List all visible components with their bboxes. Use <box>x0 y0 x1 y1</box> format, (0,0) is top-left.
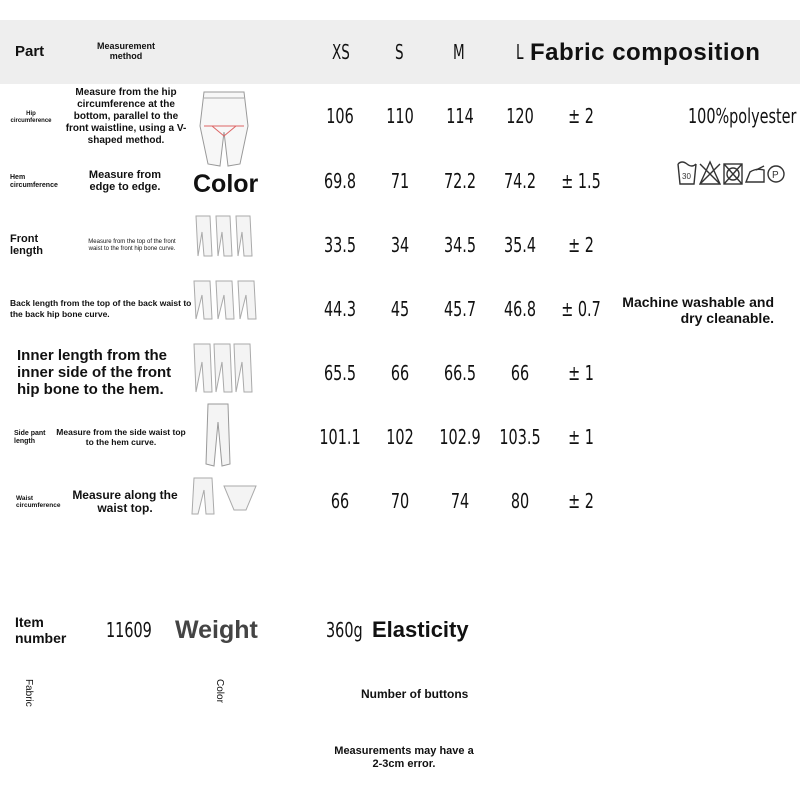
weight-value: 360g <box>326 618 363 642</box>
part-back-length: Back length from the top of the back waist to the back hip bone curve. <box>10 298 192 319</box>
header-part: Part <box>15 43 45 60</box>
value-waist-xs: 66 <box>330 489 350 513</box>
elasticity-label: Elasticity <box>372 617 469 642</box>
value-front-m: 34.5 <box>443 233 477 257</box>
value-waist-m: 74 <box>450 489 470 513</box>
color-footer-label: Color <box>214 679 225 703</box>
value-back-s: 45 <box>390 297 410 321</box>
header-method: Measurement method <box>96 41 156 61</box>
value-inner-xs: 65.5 <box>323 361 357 385</box>
tolerance-waist: ± 2 <box>568 489 594 513</box>
value-hem-m: 72.2 <box>443 169 477 193</box>
value-hem-xs: 69.8 <box>323 169 357 193</box>
tolerance-inner: ± 1 <box>568 361 594 385</box>
value-back-m: 45.7 <box>443 297 477 321</box>
header-size-m: M <box>453 40 465 64</box>
dry-clean-p-icon <box>768 166 784 182</box>
waist-diagram-image <box>190 474 258 518</box>
svg-text:P: P <box>772 170 779 181</box>
tolerance-hip: ± 2 <box>568 104 594 128</box>
value-front-s: 34 <box>390 233 410 257</box>
part-hem-circumference: Hem circumference <box>10 174 58 189</box>
measurement-note: Measurements may have a 2-3cm error. <box>334 745 474 770</box>
part-hip-circumference: Hip circumference <box>10 111 52 124</box>
iron-icon <box>746 166 764 182</box>
no-bleach-icon <box>700 162 720 184</box>
tolerance-side: ± 1 <box>568 425 594 449</box>
method-front-length: Measure from the top of the front waist to the front hip bone curve. <box>88 239 176 252</box>
svg-text:30: 30 <box>682 172 691 181</box>
value-side-l: 103.5 <box>499 425 541 449</box>
back-length-diagram-image <box>190 277 258 325</box>
hip-diagram-image <box>192 86 256 172</box>
method-side-pant-length: Measure from the side waist top to the hem curve. <box>56 427 186 447</box>
value-back-l: 46.8 <box>503 297 537 321</box>
value-inner-l: 66 <box>510 361 530 385</box>
color-label: Color <box>193 170 259 198</box>
value-hip-m: 114 <box>446 104 474 128</box>
weight-label: Weight <box>175 616 258 644</box>
front-length-diagram-image <box>192 212 256 262</box>
value-inner-s: 66 <box>390 361 410 385</box>
header-size-l: L <box>516 40 524 64</box>
inner-length-diagram-image <box>192 340 256 398</box>
part-side-pant-length: Side pant length <box>14 430 46 445</box>
fabric-composition-value: 100%polyester <box>688 104 797 128</box>
value-hip-s: 110 <box>386 104 414 128</box>
header-size-xs: XS <box>332 40 350 64</box>
part-inner-length: Inner length from the inner side of the front hip bone to the hem. <box>17 347 172 398</box>
value-hem-l: 74.2 <box>503 169 537 193</box>
tolerance-back: ± 0.7 <box>561 297 601 321</box>
fabric-label: Fabric <box>23 679 34 707</box>
value-hip-xs: 106 <box>326 104 354 128</box>
care-note: Machine washable and dry cleanable. <box>622 294 774 326</box>
side-pant-diagram-image <box>198 402 244 470</box>
no-tumble-dry-icon <box>724 164 742 184</box>
header-size-s: S <box>395 40 404 64</box>
care-symbols <box>676 158 786 190</box>
value-side-s: 102 <box>386 425 414 449</box>
value-side-m: 102.9 <box>439 425 481 449</box>
value-hem-s: 71 <box>390 169 410 193</box>
value-inner-m: 66.5 <box>443 361 477 385</box>
value-waist-s: 70 <box>390 489 410 513</box>
value-front-l: 35.4 <box>503 233 537 257</box>
value-side-xs: 101.1 <box>319 425 361 449</box>
method-waist-circumference: Measure along the waist top. <box>72 488 178 515</box>
buttons-label: Number of buttons <box>361 687 469 701</box>
header-fabric-composition: Fabric composition <box>530 39 761 66</box>
part-front-length: Front length <box>10 233 43 257</box>
item-number-label: Item number <box>15 614 67 646</box>
value-hip-l: 120 <box>506 104 534 128</box>
tolerance-front: ± 2 <box>568 233 594 257</box>
method-hip-circumference: Measure from the hip circumference at the bottom, parallel to the front waistline, using a V-shaped method. <box>65 87 187 146</box>
value-back-xs: 44.3 <box>323 297 357 321</box>
wash-30-icon <box>678 162 696 184</box>
method-hem-circumference: Measure from edge to edge. <box>88 169 162 193</box>
value-front-xs: 33.5 <box>323 233 357 257</box>
item-number-value: 11609 <box>106 618 152 642</box>
value-waist-l: 80 <box>510 489 530 513</box>
part-waist-circumference: Waist circumference <box>16 495 61 509</box>
tolerance-hem: ± 1.5 <box>561 169 601 193</box>
